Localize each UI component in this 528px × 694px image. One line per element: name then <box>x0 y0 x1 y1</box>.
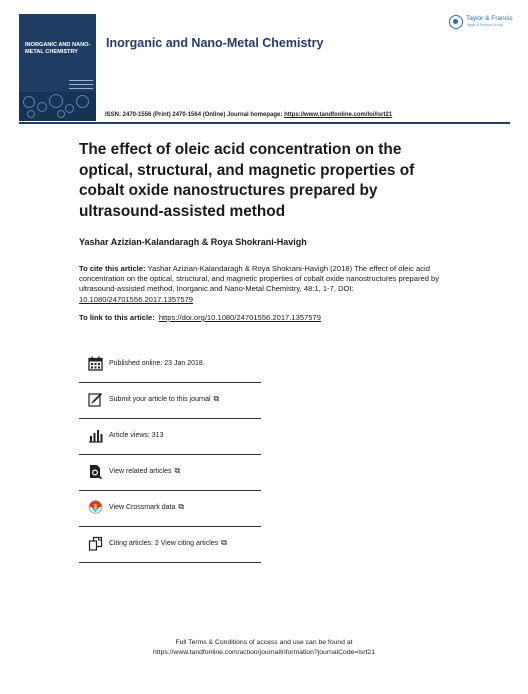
external-link-icon: ⧉ <box>174 466 181 475</box>
publisher-logo[interactable] <box>449 14 515 34</box>
calendar-icon <box>87 355 103 371</box>
article-authors: Yashar Azizian-Kalandaragh & Roya Shokrani-Havigh <box>79 237 307 247</box>
published-online-row <box>79 345 261 381</box>
article-doi-link[interactable]: https://doi.org/10.1080/24701556.2017.1357579 <box>158 313 321 322</box>
footer-terms-link[interactable]: https://www.tandfonline.com/action/journalInformation?journalCode=lsrt21 <box>153 649 375 656</box>
journal-name[interactable]: Inorganic and Nano-Metal Chemistry <box>106 36 324 50</box>
citing-articles-row[interactable] <box>79 525 261 561</box>
row-divider <box>79 562 261 563</box>
related-articles-row[interactable] <box>79 453 261 489</box>
submit-article-link[interactable]: Submit your article to this journal <box>109 395 211 403</box>
citation-label: To cite this article: <box>79 264 146 273</box>
footer-terms <box>0 638 528 658</box>
bar-chart-icon <box>87 427 103 443</box>
article-views-row <box>79 417 261 453</box>
external-link-icon: ⧉ <box>221 538 227 547</box>
crossmark-row[interactable] <box>79 489 261 525</box>
issn-line <box>105 112 392 118</box>
publisher-logo-icon <box>449 15 463 29</box>
citation-text: Yashar Azizian-Kalandaragh & Roya Shokrani-Havigh (2018) The effect of oleic acid concentration on the optical, structural, and magnetic properties of cobalt oxide nanostructures prepared by ultrasound-assisted method, Inorganic and Nano-Metal Chemistry, 48:1, 1-7, DOI: <box>79 264 440 294</box>
citing-documents-icon <box>87 535 103 551</box>
article-views-text: Article views: 313 <box>109 431 164 439</box>
citation-block <box>79 264 449 305</box>
crossmark-icon <box>87 499 103 515</box>
journal-cover-image <box>19 14 96 121</box>
article-link-line <box>79 313 321 322</box>
article-title: The effect of oleic acid concentration on the optical, structural, and magnetic properties of cobalt oxide nanostructures prepared by ultrasound-assisted method <box>79 141 415 220</box>
publisher-subtitle: Taylor & Francis Group <box>466 23 503 27</box>
article-link-label: To link to this article: <box>79 313 155 322</box>
publisher-name: Taylor & Francis <box>466 15 513 22</box>
external-link-icon: ⧉ <box>178 502 185 511</box>
crossmark-link[interactable]: View Crossmark data <box>109 503 176 511</box>
pen-submit-icon <box>87 391 103 407</box>
related-articles-link[interactable]: View related articles <box>109 467 172 475</box>
submit-article-row[interactable] <box>79 381 261 417</box>
citation-doi-link[interactable]: 10.1080/24701556.2017.1357579 <box>79 294 194 304</box>
header-divider <box>19 122 510 124</box>
citing-articles-link[interactable]: Citing articles: 2 View citing articles <box>109 539 219 547</box>
cover-pattern <box>19 92 96 121</box>
external-link-icon: ⧉ <box>213 394 220 403</box>
cover-title: INORGANIC AND NANO-METAL CHEMISTRY <box>25 42 91 55</box>
footer-terms-text: Full Terms & Conditions of access and use can be found at <box>175 639 353 646</box>
journal-homepage-link[interactable]: https://www.tandfonline.com/loi/lsrt21 <box>284 112 393 118</box>
published-online-text: Published online: 23 Jan 2018. <box>109 359 205 367</box>
issn-text: ISSN: 2470-1556 (Print) 2470-1564 (Online) Journal homepage: <box>105 112 285 118</box>
related-search-icon <box>87 463 103 479</box>
